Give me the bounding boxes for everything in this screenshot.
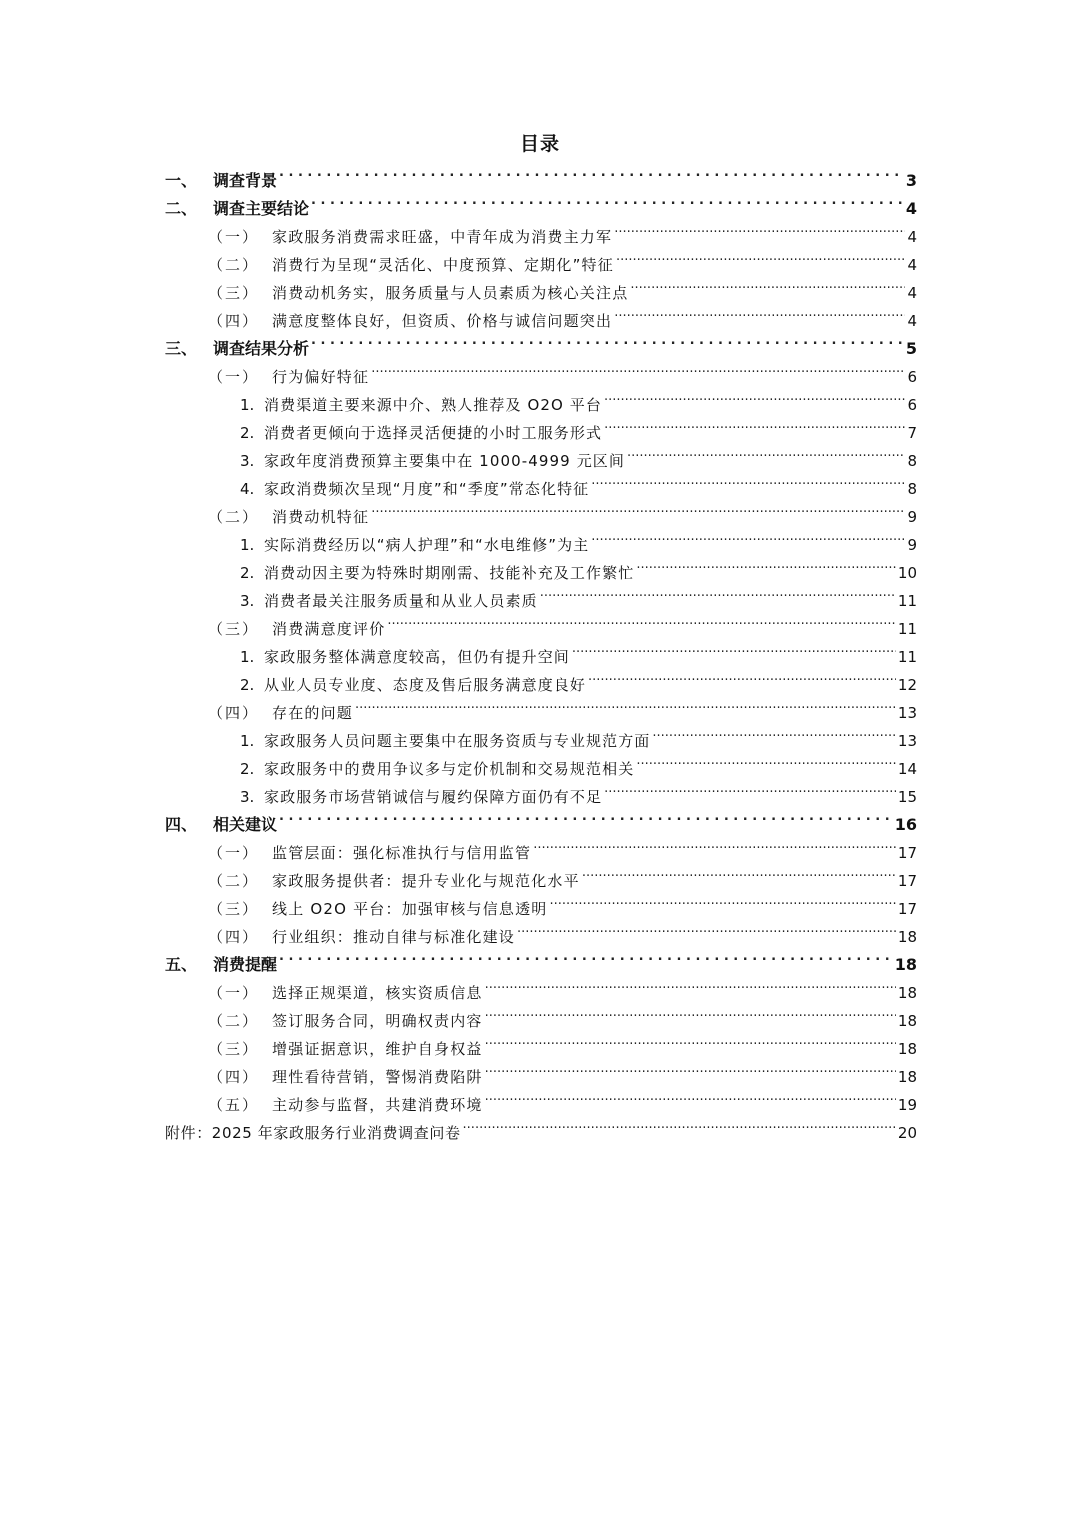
dot-leader [627, 438, 905, 466]
toc-entry-number: 3. [240, 592, 255, 610]
dot-leader [588, 662, 896, 690]
dot-leader [604, 382, 905, 410]
toc-entry-label [208, 895, 548, 923]
toc-entry-label [208, 503, 369, 531]
toc-page-number: 17 [897, 900, 917, 918]
dot-leader [485, 1026, 896, 1054]
toc-page-number: 19 [897, 1096, 917, 1114]
table-of-contents [165, 158, 917, 1142]
toc-entry-text: 消费动因主要为特殊时期刚需、技能补充及工作繁忙 [264, 564, 635, 582]
toc-page-number: 18 [897, 1040, 917, 1058]
toc-entry-number: （二） [208, 872, 260, 890]
toc-entry-label [208, 1091, 483, 1119]
dot-leader [582, 858, 896, 886]
toc-entry-label [208, 867, 580, 895]
toc-page-number: 7 [907, 424, 917, 442]
toc-entry-label [165, 1119, 461, 1147]
dot-leader [371, 494, 905, 522]
toc-page-number: 14 [897, 760, 917, 778]
toc-page-number: 3 [905, 171, 917, 190]
dot-leader [485, 1082, 896, 1110]
toc-entry-label [240, 755, 634, 783]
toc-entry-label [165, 335, 309, 363]
toc-page-number: 18 [897, 1012, 917, 1030]
toc-page-number: 4 [907, 228, 917, 246]
toc-page-number: 11 [897, 592, 917, 610]
toc-entry-text: 家政服务消费需求旺盛，中青年成为消费主力军 [272, 228, 613, 246]
toc-entry-level-2[interactable] [165, 970, 917, 1002]
toc-entry-text: 附件：2025 年家政服务行业消费调查问卷 [165, 1124, 461, 1142]
toc-entry-number: （二） [208, 508, 260, 526]
dot-leader [630, 270, 905, 298]
toc-entry-label [208, 615, 385, 643]
toc-entry-text: 调查背景 [213, 171, 278, 190]
toc-entry-text: 消费动机特征 [272, 508, 370, 526]
toc-entry-number: 1. [240, 536, 255, 554]
toc-entry-text: 选择正规渠道，核实资质信息 [272, 984, 483, 1002]
toc-entry-number: 2. [240, 564, 255, 582]
toc-entry-number: （一） [208, 228, 260, 246]
toc-entry-text: 家政服务整体满意度较高，但仍有提升空间 [264, 648, 570, 666]
toc-page-number: 17 [897, 872, 917, 890]
toc-entry-text: 家政服务中的费用争议多与定价机制和交易规范相关 [264, 760, 635, 778]
toc-entry-number: 3. [240, 452, 255, 470]
toc-entry-text: 行业组织：推动自律与标准化建设 [272, 928, 516, 946]
toc-page-number: 4 [907, 256, 917, 274]
dot-leader [371, 354, 905, 382]
dot-leader [604, 410, 905, 438]
dot-leader [614, 214, 905, 242]
toc-page-number: 13 [897, 732, 917, 750]
dot-leader [279, 158, 904, 186]
dot-leader [572, 634, 896, 662]
toc-entry-text: 从业人员专业度、态度及售后服务满意度良好 [264, 676, 587, 694]
toc-entry-number: 1. [240, 732, 255, 750]
toc-entry-text: 主动参与监督，共建消费环境 [272, 1096, 483, 1114]
dot-leader [485, 970, 896, 998]
toc-page-number: 10 [897, 564, 917, 582]
dot-leader [636, 550, 896, 578]
toc-entry-number: 三、 [165, 339, 198, 358]
dot-leader [279, 802, 893, 830]
toc-page-number: 11 [897, 620, 917, 638]
toc-entry-number: 2. [240, 424, 255, 442]
toc-entry-text: 家政服务提供者：提升专业化与规范化水平 [272, 872, 580, 890]
toc-page-number: 4 [907, 312, 917, 330]
toc-entry-label [208, 363, 369, 391]
dot-leader [279, 942, 893, 970]
toc-entry-label [240, 447, 625, 475]
toc-entry-number: 4. [240, 480, 255, 498]
toc-entry-label [240, 643, 570, 671]
dot-leader [616, 242, 906, 270]
toc-entry-label [208, 1035, 483, 1063]
toc-page-number: 12 [897, 676, 917, 694]
toc-entry-label [208, 1063, 483, 1091]
toc-entry-number: 四、 [165, 815, 198, 834]
toc-entry-text: 监管层面：强化标准执行与信用监管 [272, 844, 532, 862]
toc-entry-number: （三） [208, 1040, 260, 1058]
toc-entry-label [208, 979, 483, 1007]
toc-entry-text: 线上 O2O 平台：加强审核与信息透明 [272, 900, 548, 918]
toc-entry-number: 3. [240, 788, 255, 806]
dot-leader [485, 998, 896, 1026]
dot-leader [652, 718, 896, 746]
toc-page-number: 20 [897, 1124, 917, 1142]
toc-entry-text: 消费者更倾向于选择灵活便捷的小时工服务形式 [264, 424, 603, 442]
toc-entry-text: 家政消费频次呈现“月度”和“季度”常态化特征 [264, 480, 590, 498]
toc-entry-text: 消费动机务实，服务质量与人员素质为核心关注点 [272, 284, 629, 302]
dot-leader [550, 886, 896, 914]
dot-leader [533, 830, 896, 858]
toc-entry-text: 行为偏好特征 [272, 368, 370, 386]
toc-entry-text: 消费者最关注服务质量和从业人员素质 [264, 592, 538, 610]
toc-entry-level-1[interactable] [165, 158, 917, 190]
toc-page-number: 4 [907, 284, 917, 302]
toc-entry-text: 签订服务合同，明确权责内容 [272, 1012, 483, 1030]
toc-page-number: 18 [894, 955, 917, 974]
toc-entry-label [165, 167, 277, 195]
dot-leader [517, 914, 896, 942]
toc-page-number: 5 [905, 339, 917, 358]
dot-leader [540, 578, 896, 606]
toc-page-number: 11 [897, 648, 917, 666]
toc-entry-text: 调查主要结论 [213, 199, 310, 218]
toc-page-number: 18 [897, 984, 917, 1002]
toc-entry-number: （四） [208, 312, 260, 330]
toc-page-number: 4 [905, 199, 917, 218]
toc-page-number: 8 [907, 480, 917, 498]
toc-entry-label [240, 391, 602, 419]
toc-entry-label [240, 531, 589, 559]
toc-entry-number: （五） [208, 1096, 260, 1114]
toc-page-number: 9 [907, 508, 917, 526]
toc-entry-label [208, 1007, 483, 1035]
toc-entry-number: 二、 [165, 199, 198, 218]
toc-entry-number: （一） [208, 368, 260, 386]
toc-entry-text: 相关建议 [213, 815, 278, 834]
toc-page-number: 6 [907, 368, 917, 386]
toc-entry-label [208, 251, 614, 279]
toc-entry-text: 家政年度消费预算主要集中在 1000-4999 元区间 [264, 452, 625, 470]
toc-entry-text: 调查结果分析 [213, 339, 310, 358]
toc-entry-number: （四） [208, 928, 260, 946]
dot-leader [355, 690, 896, 718]
toc-page-number: 15 [897, 788, 917, 806]
toc-entry-text: 家政服务市场营销诚信与履约保障方面仍有不足 [264, 788, 603, 806]
toc-entry-number: （二） [208, 1012, 260, 1030]
toc-entry-text: 实际消费经历以“病人护理”和“水电维修”为主 [264, 536, 590, 554]
toc-entry-number: （二） [208, 256, 260, 274]
toc-entry-number: （三） [208, 284, 260, 302]
toc-entry-number: （一） [208, 984, 260, 1002]
toc-entry-number: 1. [240, 648, 255, 666]
toc-page-number: 18 [897, 1068, 917, 1086]
toc-page-number: 8 [907, 452, 917, 470]
toc-entry-text: 消费渠道主要来源中介、熟人推荐及 O2O 平台 [264, 396, 602, 414]
dot-leader [591, 466, 905, 494]
toc-page-number: 6 [907, 396, 917, 414]
toc-entry-level-1[interactable] [165, 186, 917, 218]
toc-entry-label [208, 839, 531, 867]
toc-page-number: 16 [894, 815, 917, 834]
toc-entry-number: （三） [208, 620, 260, 638]
toc-entry-text: 消费满意度评价 [272, 620, 386, 638]
toc-entry-number: 一、 [165, 171, 198, 190]
toc-page-number: 18 [897, 928, 917, 946]
toc-entry-label [165, 811, 277, 839]
toc-entry-text: 消费行为呈现“灵活化、中度预算、定期化”特征 [272, 256, 614, 274]
dot-leader [311, 186, 904, 214]
toc-entry-label [240, 419, 602, 447]
toc-title: 目录 [519, 133, 560, 155]
dot-leader [485, 1054, 896, 1082]
dot-leader [636, 746, 896, 774]
toc-entry-label [208, 699, 353, 727]
toc-entry-label [165, 951, 277, 979]
dot-leader [387, 606, 896, 634]
toc-entry-text: 满意度整体良好，但资质、价格与诚信问题突出 [272, 312, 613, 330]
toc-entry-number: 1. [240, 396, 255, 414]
toc-entry-text: 消费提醒 [213, 955, 278, 974]
toc-entry-number: （三） [208, 900, 260, 918]
toc-entry-level-2[interactable] [165, 830, 917, 862]
toc-page-number: 17 [897, 844, 917, 862]
dot-leader [614, 298, 905, 326]
toc-entry-label [240, 727, 650, 755]
toc-page-number: 13 [897, 704, 917, 722]
toc-entry-text: 存在的问题 [272, 704, 354, 722]
toc-entry-text: 理性看待营销，警惕消费陷阱 [272, 1068, 483, 1086]
dot-leader [591, 522, 905, 550]
toc-entry-number: 五、 [165, 955, 198, 974]
toc-entry-label [208, 279, 628, 307]
toc-entry-label [208, 223, 612, 251]
toc-entry-text: 增强证据意识，维护自身权益 [272, 1040, 483, 1058]
toc-entry-number: （一） [208, 844, 260, 862]
toc-page-number: 9 [907, 536, 917, 554]
toc-entry-text: 家政服务人员问题主要集中在服务资质与专业规范方面 [264, 732, 651, 750]
toc-entry-number: （四） [208, 704, 260, 722]
dot-leader [604, 774, 896, 802]
toc-entry-label [165, 195, 309, 223]
toc-entry-number: 2. [240, 760, 255, 778]
toc-entry-number: （四） [208, 1068, 260, 1086]
dot-leader [311, 326, 904, 354]
toc-entry-number: 2. [240, 676, 255, 694]
dot-leader [463, 1110, 896, 1138]
